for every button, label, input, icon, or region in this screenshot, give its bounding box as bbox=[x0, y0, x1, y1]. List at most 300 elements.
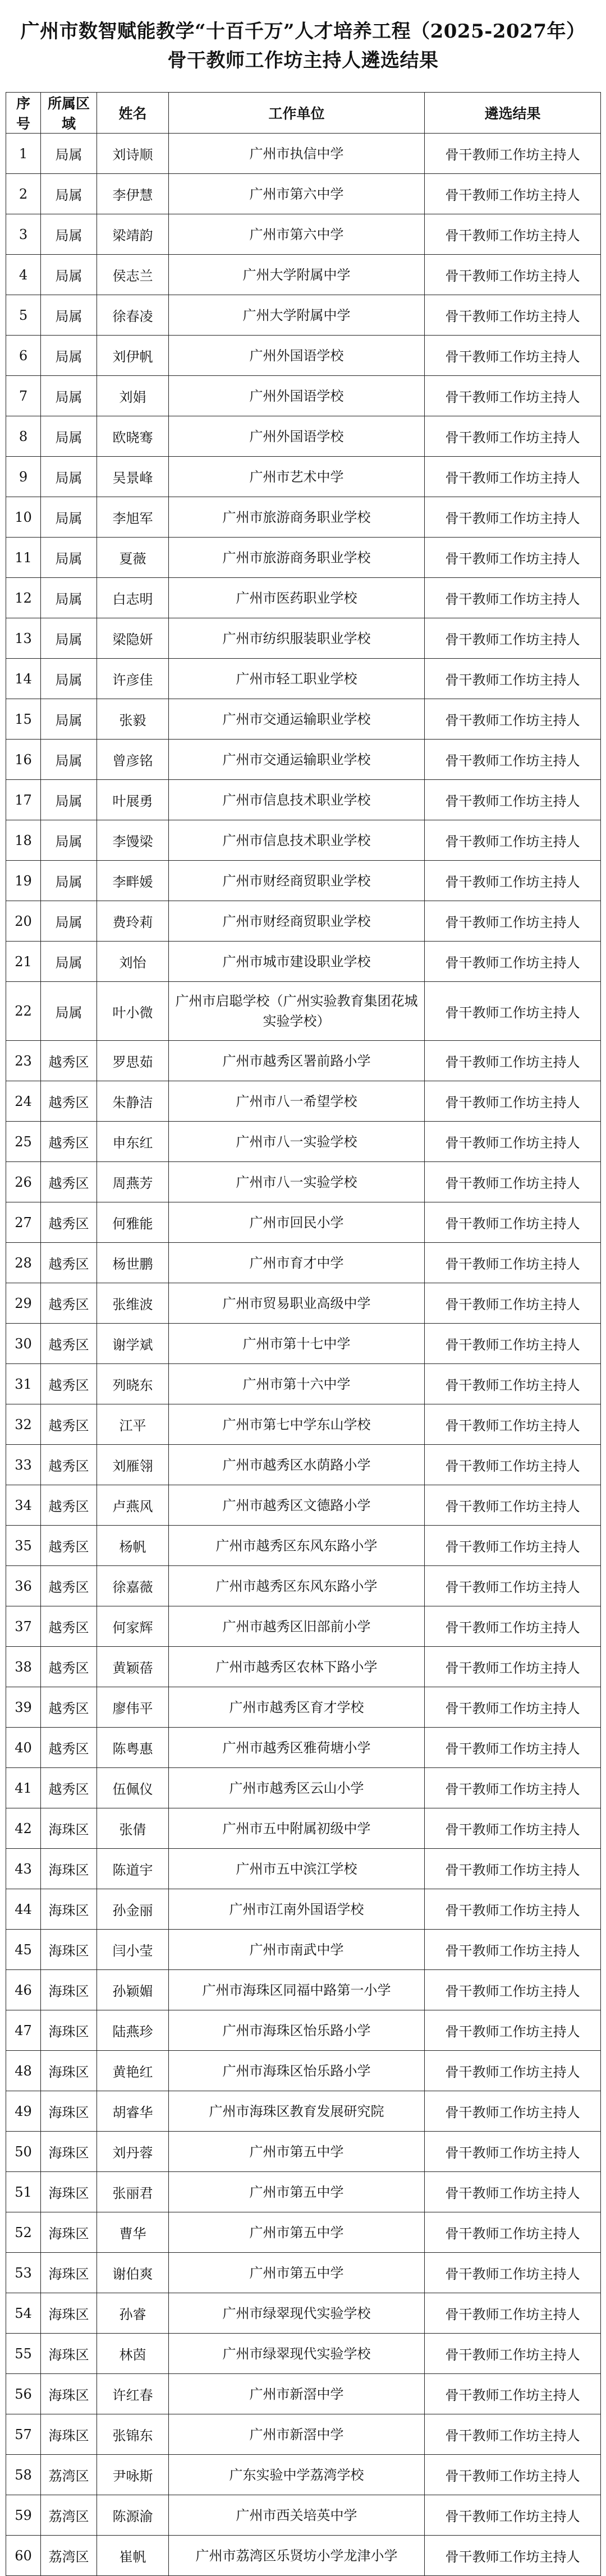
cell-name: 李旭军 bbox=[97, 497, 169, 538]
cell-unit: 广州市海珠区怡乐路小学 bbox=[169, 2010, 425, 2051]
cell-name: 梁隐妍 bbox=[97, 618, 169, 659]
cell-no: 45 bbox=[6, 1930, 41, 1970]
title-line-1: 广州市数智赋能教学“十百千万”人才培养工程（2025-2027年） bbox=[20, 20, 586, 43]
cell-unit: 广州市交通运输职业学校 bbox=[169, 699, 425, 740]
cell-no: 27 bbox=[6, 1202, 41, 1243]
cell-area: 荔湾区 bbox=[41, 2455, 97, 2495]
table-header-row bbox=[6, 93, 601, 134]
cell-area: 越秀区 bbox=[41, 1364, 97, 1404]
cell-name: 谢学斌 bbox=[97, 1324, 169, 1364]
cell-unit: 广州市第六中学 bbox=[169, 174, 425, 214]
cell-no: 16 bbox=[6, 740, 41, 780]
table-row bbox=[6, 336, 601, 376]
cell-result: 骨干教师工作坊主持人 bbox=[425, 618, 601, 659]
cell-result: 骨干教师工作坊主持人 bbox=[425, 2172, 601, 2212]
table-row bbox=[6, 1728, 601, 1768]
cell-unit: 广州市执信中学 bbox=[169, 134, 425, 174]
cell-area: 越秀区 bbox=[41, 1404, 97, 1445]
cell-name: 周燕芳 bbox=[97, 1162, 169, 1202]
table-row bbox=[6, 942, 601, 982]
header-unit: 工作单位 bbox=[169, 93, 425, 134]
table-row bbox=[6, 1849, 601, 1889]
table-row bbox=[6, 255, 601, 295]
cell-name: 黄颖蓓 bbox=[97, 1647, 169, 1687]
cell-name: 梁靖韵 bbox=[97, 214, 169, 255]
cell-no: 6 bbox=[6, 336, 41, 376]
cell-name: 刘娟 bbox=[97, 376, 169, 416]
cell-no: 39 bbox=[6, 1687, 41, 1728]
cell-result: 骨干教师工作坊主持人 bbox=[425, 1606, 601, 1647]
cell-no: 18 bbox=[6, 820, 41, 861]
cell-area: 局属 bbox=[41, 901, 97, 942]
table-row bbox=[6, 1243, 601, 1283]
cell-name: 何家辉 bbox=[97, 1606, 169, 1647]
cell-result: 骨干教师工作坊主持人 bbox=[425, 1202, 601, 1243]
cell-no: 23 bbox=[6, 1041, 41, 1081]
cell-result: 骨干教师工作坊主持人 bbox=[425, 2010, 601, 2051]
cell-no: 49 bbox=[6, 2091, 41, 2132]
table-row bbox=[6, 1808, 601, 1849]
cell-area: 海珠区 bbox=[41, 1849, 97, 1889]
cell-area: 局属 bbox=[41, 255, 97, 295]
cell-result: 骨干教师工作坊主持人 bbox=[425, 1889, 601, 1930]
table-row bbox=[6, 1485, 601, 1526]
table-row bbox=[6, 457, 601, 497]
table-row bbox=[6, 1930, 601, 1970]
cell-name: 徐嘉薇 bbox=[97, 1566, 169, 1606]
cell-area: 局属 bbox=[41, 376, 97, 416]
cell-result: 骨干教师工作坊主持人 bbox=[425, 982, 601, 1041]
table-row bbox=[6, 1970, 601, 2010]
cell-result: 骨干教师工作坊主持人 bbox=[425, 416, 601, 457]
cell-no: 20 bbox=[6, 901, 41, 942]
cell-name: 李伊慧 bbox=[97, 174, 169, 214]
cell-result: 骨干教师工作坊主持人 bbox=[425, 1768, 601, 1808]
cell-no: 40 bbox=[6, 1728, 41, 1768]
cell-name: 何雅能 bbox=[97, 1202, 169, 1243]
cell-unit: 广州市南武中学 bbox=[169, 1930, 425, 1970]
cell-no: 13 bbox=[6, 618, 41, 659]
cell-result: 骨干教师工作坊主持人 bbox=[425, 699, 601, 740]
cell-unit: 广州市五中滨江学校 bbox=[169, 1849, 425, 1889]
cell-result: 骨干教师工作坊主持人 bbox=[425, 1566, 601, 1606]
cell-no: 9 bbox=[6, 457, 41, 497]
cell-unit: 广州市艺术中学 bbox=[169, 457, 425, 497]
cell-name: 张毅 bbox=[97, 699, 169, 740]
table-row bbox=[6, 2536, 601, 2576]
cell-unit: 广州市八一希望学校 bbox=[169, 1081, 425, 1122]
cell-no: 43 bbox=[6, 1849, 41, 1889]
cell-no: 31 bbox=[6, 1364, 41, 1404]
cell-area: 越秀区 bbox=[41, 1162, 97, 1202]
cell-unit: 广州市越秀区文德路小学 bbox=[169, 1485, 425, 1526]
cell-no: 30 bbox=[6, 1324, 41, 1364]
cell-no: 14 bbox=[6, 659, 41, 699]
cell-name: 侯志兰 bbox=[97, 255, 169, 295]
title-line-2: 骨干教师工作坊主持人遴选结果 bbox=[167, 49, 439, 72]
cell-unit: 广州市绿翠现代实验学校 bbox=[169, 2334, 425, 2374]
cell-result: 骨干教师工作坊主持人 bbox=[425, 1081, 601, 1122]
table-row bbox=[6, 740, 601, 780]
cell-no: 47 bbox=[6, 2010, 41, 2051]
cell-no: 12 bbox=[6, 578, 41, 618]
cell-area: 局属 bbox=[41, 336, 97, 376]
table-row bbox=[6, 1566, 601, 1606]
cell-result: 骨干教师工作坊主持人 bbox=[425, 2334, 601, 2374]
cell-name: 费玲莉 bbox=[97, 901, 169, 942]
table-row bbox=[6, 2495, 601, 2536]
cell-unit: 广州市越秀区育才学校 bbox=[169, 1687, 425, 1728]
table-row bbox=[6, 1081, 601, 1122]
cell-unit: 广州市信息技术职业学校 bbox=[169, 780, 425, 820]
selection-results-table bbox=[6, 92, 601, 2576]
cell-no: 60 bbox=[6, 2536, 41, 2576]
cell-unit: 广州市西关培英中学 bbox=[169, 2495, 425, 2536]
cell-area: 越秀区 bbox=[41, 1081, 97, 1122]
cell-result: 骨干教师工作坊主持人 bbox=[425, 1485, 601, 1526]
cell-no: 36 bbox=[6, 1566, 41, 1606]
table-row bbox=[6, 416, 601, 457]
cell-result: 骨干教师工作坊主持人 bbox=[425, 1162, 601, 1202]
table-row bbox=[6, 2253, 601, 2293]
cell-unit: 广州市医药职业学校 bbox=[169, 578, 425, 618]
cell-result: 骨干教师工作坊主持人 bbox=[425, 1445, 601, 1485]
cell-result: 骨干教师工作坊主持人 bbox=[425, 1324, 601, 1364]
cell-unit: 广州大学附属中学 bbox=[169, 295, 425, 336]
cell-result: 骨干教师工作坊主持人 bbox=[425, 1526, 601, 1566]
table-row bbox=[6, 2132, 601, 2172]
cell-area: 越秀区 bbox=[41, 1566, 97, 1606]
cell-name: 刘雁翎 bbox=[97, 1445, 169, 1485]
cell-name: 曹华 bbox=[97, 2212, 169, 2253]
cell-name: 伍佩仪 bbox=[97, 1768, 169, 1808]
cell-area: 越秀区 bbox=[41, 1728, 97, 1768]
cell-no: 48 bbox=[6, 2051, 41, 2091]
cell-area: 海珠区 bbox=[41, 2010, 97, 2051]
table-row bbox=[6, 578, 601, 618]
cell-name: 欧晓骞 bbox=[97, 416, 169, 457]
table-row bbox=[6, 699, 601, 740]
table-row bbox=[6, 780, 601, 820]
cell-unit: 广州市荔湾区乐贤坊小学龙津小学 bbox=[169, 2536, 425, 2576]
cell-unit: 广州市轻工职业学校 bbox=[169, 659, 425, 699]
cell-unit: 广州外国语学校 bbox=[169, 416, 425, 457]
cell-unit: 广州市越秀区旧部前小学 bbox=[169, 1606, 425, 1647]
table-row bbox=[6, 1162, 601, 1202]
cell-result: 骨干教师工作坊主持人 bbox=[425, 659, 601, 699]
cell-result: 骨干教师工作坊主持人 bbox=[425, 740, 601, 780]
cell-area: 越秀区 bbox=[41, 1768, 97, 1808]
cell-unit: 广州市海珠区同福中路第一小学 bbox=[169, 1970, 425, 2010]
cell-no: 8 bbox=[6, 416, 41, 457]
cell-result: 骨干教师工作坊主持人 bbox=[425, 457, 601, 497]
cell-unit: 广州市第五中学 bbox=[169, 2172, 425, 2212]
cell-result: 骨干教师工作坊主持人 bbox=[425, 134, 601, 174]
cell-result: 骨干教师工作坊主持人 bbox=[425, 2051, 601, 2091]
cell-name: 江平 bbox=[97, 1404, 169, 1445]
cell-area: 局属 bbox=[41, 416, 97, 457]
table-row bbox=[6, 2334, 601, 2374]
cell-no: 21 bbox=[6, 942, 41, 982]
cell-result: 骨干教师工作坊主持人 bbox=[425, 1970, 601, 2010]
table-row bbox=[6, 1122, 601, 1162]
cell-result: 骨干教师工作坊主持人 bbox=[425, 1647, 601, 1687]
cell-area: 荔湾区 bbox=[41, 2495, 97, 2536]
cell-name: 夏薇 bbox=[97, 538, 169, 578]
cell-result: 骨干教师工作坊主持人 bbox=[425, 901, 601, 942]
cell-name: 刘诗顺 bbox=[97, 134, 169, 174]
cell-unit: 广州大学附属中学 bbox=[169, 255, 425, 295]
cell-result: 骨干教师工作坊主持人 bbox=[425, 1404, 601, 1445]
cell-area: 局属 bbox=[41, 982, 97, 1041]
cell-area: 越秀区 bbox=[41, 1687, 97, 1728]
table-row bbox=[6, 214, 601, 255]
cell-no: 15 bbox=[6, 699, 41, 740]
cell-area: 局属 bbox=[41, 820, 97, 861]
cell-name: 刘伊帆 bbox=[97, 336, 169, 376]
cell-name: 闫小莹 bbox=[97, 1930, 169, 1970]
cell-unit: 广州市第七中学东山学校 bbox=[169, 1404, 425, 1445]
cell-area: 局属 bbox=[41, 214, 97, 255]
cell-area: 海珠区 bbox=[41, 2132, 97, 2172]
cell-no: 53 bbox=[6, 2253, 41, 2293]
cell-area: 海珠区 bbox=[41, 2172, 97, 2212]
cell-area: 局属 bbox=[41, 538, 97, 578]
cell-result: 骨干教师工作坊主持人 bbox=[425, 1243, 601, 1283]
cell-no: 38 bbox=[6, 1647, 41, 1687]
cell-name: 张锦东 bbox=[97, 2414, 169, 2455]
table-row bbox=[6, 295, 601, 336]
table-row bbox=[6, 659, 601, 699]
cell-area: 越秀区 bbox=[41, 1324, 97, 1364]
cell-unit: 广州市海珠区教育发展研究院 bbox=[169, 2091, 425, 2132]
cell-result: 骨干教师工作坊主持人 bbox=[425, 2253, 601, 2293]
cell-name: 刘丹蓉 bbox=[97, 2132, 169, 2172]
cell-area: 海珠区 bbox=[41, 2414, 97, 2455]
cell-no: 42 bbox=[6, 1808, 41, 1849]
cell-result: 骨干教师工作坊主持人 bbox=[425, 2293, 601, 2334]
table-row bbox=[6, 2212, 601, 2253]
cell-area: 越秀区 bbox=[41, 1445, 97, 1485]
cell-result: 骨干教师工作坊主持人 bbox=[425, 1283, 601, 1324]
table-row bbox=[6, 861, 601, 901]
cell-no: 10 bbox=[6, 497, 41, 538]
cell-result: 骨干教师工作坊主持人 bbox=[425, 538, 601, 578]
cell-unit: 广东实验中学荔湾学校 bbox=[169, 2455, 425, 2495]
cell-area: 海珠区 bbox=[41, 2253, 97, 2293]
cell-unit: 广州市育才中学 bbox=[169, 1243, 425, 1283]
cell-area: 越秀区 bbox=[41, 1526, 97, 1566]
cell-result: 骨干教师工作坊主持人 bbox=[425, 295, 601, 336]
cell-result: 骨干教师工作坊主持人 bbox=[425, 2414, 601, 2455]
cell-result: 骨干教师工作坊主持人 bbox=[425, 336, 601, 376]
cell-result: 骨干教师工作坊主持人 bbox=[425, 1849, 601, 1889]
cell-unit: 广州市贸易职业高级中学 bbox=[169, 1283, 425, 1324]
cell-no: 57 bbox=[6, 2414, 41, 2455]
cell-unit: 广州市江南外国语学校 bbox=[169, 1889, 425, 1930]
cell-unit: 广州市城市建设职业学校 bbox=[169, 942, 425, 982]
cell-area: 局属 bbox=[41, 578, 97, 618]
cell-unit: 广州市旅游商务职业学校 bbox=[169, 497, 425, 538]
table-row bbox=[6, 2172, 601, 2212]
cell-result: 骨干教师工作坊主持人 bbox=[425, 861, 601, 901]
cell-no: 35 bbox=[6, 1526, 41, 1566]
cell-result: 骨干教师工作坊主持人 bbox=[425, 1728, 601, 1768]
cell-area: 局属 bbox=[41, 457, 97, 497]
cell-no: 25 bbox=[6, 1122, 41, 1162]
cell-unit: 广州市越秀区东风东路小学 bbox=[169, 1566, 425, 1606]
cell-area: 海珠区 bbox=[41, 2334, 97, 2374]
cell-area: 海珠区 bbox=[41, 2091, 97, 2132]
cell-name: 刘怡 bbox=[97, 942, 169, 982]
cell-name: 张丽君 bbox=[97, 2172, 169, 2212]
cell-area: 局属 bbox=[41, 699, 97, 740]
cell-area: 越秀区 bbox=[41, 1606, 97, 1647]
cell-unit: 广州外国语学校 bbox=[169, 376, 425, 416]
cell-name: 朱静洁 bbox=[97, 1081, 169, 1122]
cell-name: 廖伟平 bbox=[97, 1687, 169, 1728]
table-row bbox=[6, 1404, 601, 1445]
cell-name: 崔帆 bbox=[97, 2536, 169, 2576]
cell-no: 51 bbox=[6, 2172, 41, 2212]
cell-no: 5 bbox=[6, 295, 41, 336]
cell-no: 54 bbox=[6, 2293, 41, 2334]
cell-no: 28 bbox=[6, 1243, 41, 1283]
cell-name: 许彦佳 bbox=[97, 659, 169, 699]
cell-no: 3 bbox=[6, 214, 41, 255]
table-row bbox=[6, 134, 601, 174]
cell-name: 陈道宇 bbox=[97, 1849, 169, 1889]
header-result: 遴选结果 bbox=[425, 93, 601, 134]
table-row bbox=[6, 1606, 601, 1647]
cell-name: 杨帆 bbox=[97, 1526, 169, 1566]
cell-name: 徐春凌 bbox=[97, 295, 169, 336]
table-row bbox=[6, 1364, 601, 1404]
cell-name: 白志明 bbox=[97, 578, 169, 618]
cell-name: 申东红 bbox=[97, 1122, 169, 1162]
cell-area: 越秀区 bbox=[41, 1122, 97, 1162]
document-title bbox=[0, 0, 606, 92]
cell-no: 52 bbox=[6, 2212, 41, 2253]
table-row bbox=[6, 901, 601, 942]
cell-unit: 广州市越秀区雅荷塘小学 bbox=[169, 1728, 425, 1768]
cell-area: 海珠区 bbox=[41, 2051, 97, 2091]
cell-unit: 广州市五中附属初级中学 bbox=[169, 1808, 425, 1849]
cell-result: 骨干教师工作坊主持人 bbox=[425, 376, 601, 416]
cell-result: 骨干教师工作坊主持人 bbox=[425, 1122, 601, 1162]
cell-name: 陆燕珍 bbox=[97, 2010, 169, 2051]
cell-name: 李馒梁 bbox=[97, 820, 169, 861]
table-row bbox=[6, 1647, 601, 1687]
cell-unit: 广州市第五中学 bbox=[169, 2212, 425, 2253]
table-row bbox=[6, 1283, 601, 1324]
cell-area: 局属 bbox=[41, 134, 97, 174]
header-name: 姓名 bbox=[97, 93, 169, 134]
cell-area: 海珠区 bbox=[41, 2374, 97, 2414]
cell-unit: 广州市回民小学 bbox=[169, 1202, 425, 1243]
cell-no: 2 bbox=[6, 174, 41, 214]
cell-unit: 广州市越秀区水荫路小学 bbox=[169, 1445, 425, 1485]
cell-unit: 广州市财经商贸职业学校 bbox=[169, 901, 425, 942]
cell-name: 张维波 bbox=[97, 1283, 169, 1324]
cell-unit: 广州市八一实验学校 bbox=[169, 1162, 425, 1202]
cell-no: 37 bbox=[6, 1606, 41, 1647]
table-row bbox=[6, 1768, 601, 1808]
table-row bbox=[6, 2374, 601, 2414]
cell-name: 罗思茹 bbox=[97, 1041, 169, 1081]
cell-name: 陈源渝 bbox=[97, 2495, 169, 2536]
cell-result: 骨干教师工作坊主持人 bbox=[425, 497, 601, 538]
cell-unit: 广州市第十七中学 bbox=[169, 1324, 425, 1364]
cell-result: 骨干教师工作坊主持人 bbox=[425, 1930, 601, 1970]
cell-unit: 广州市越秀区署前路小学 bbox=[169, 1041, 425, 1081]
cell-result: 骨干教师工作坊主持人 bbox=[425, 2495, 601, 2536]
header-area: 所属区域 bbox=[41, 93, 97, 134]
cell-name: 陈粤惠 bbox=[97, 1728, 169, 1768]
cell-result: 骨干教师工作坊主持人 bbox=[425, 214, 601, 255]
cell-area: 越秀区 bbox=[41, 1243, 97, 1283]
cell-result: 骨干教师工作坊主持人 bbox=[425, 174, 601, 214]
cell-unit: 广州外国语学校 bbox=[169, 336, 425, 376]
cell-name: 孙睿 bbox=[97, 2293, 169, 2334]
cell-result: 骨干教师工作坊主持人 bbox=[425, 2212, 601, 2253]
cell-unit: 广州市纺织服装职业学校 bbox=[169, 618, 425, 659]
cell-name: 列晓东 bbox=[97, 1364, 169, 1404]
cell-result: 骨干教师工作坊主持人 bbox=[425, 578, 601, 618]
cell-unit: 广州市第五中学 bbox=[169, 2253, 425, 2293]
cell-area: 局属 bbox=[41, 942, 97, 982]
cell-name: 孙颖媚 bbox=[97, 1970, 169, 2010]
cell-unit: 广州市越秀区东风东路小学 bbox=[169, 1526, 425, 1566]
cell-area: 局属 bbox=[41, 861, 97, 901]
cell-area: 局属 bbox=[41, 174, 97, 214]
cell-area: 局属 bbox=[41, 497, 97, 538]
cell-unit: 广州市海珠区怡乐路小学 bbox=[169, 2051, 425, 2091]
cell-unit: 广州市八一实验学校 bbox=[169, 1122, 425, 1162]
table-row bbox=[6, 174, 601, 214]
cell-no: 56 bbox=[6, 2374, 41, 2414]
cell-name: 李畔媛 bbox=[97, 861, 169, 901]
cell-unit: 广州市交通运输职业学校 bbox=[169, 740, 425, 780]
table-row bbox=[6, 538, 601, 578]
cell-unit: 广州市新滘中学 bbox=[169, 2414, 425, 2455]
cell-name: 吴景峰 bbox=[97, 457, 169, 497]
cell-name: 曾彦铭 bbox=[97, 740, 169, 780]
cell-result: 骨干教师工作坊主持人 bbox=[425, 2536, 601, 2576]
cell-no: 19 bbox=[6, 861, 41, 901]
cell-name: 杨世鹏 bbox=[97, 1243, 169, 1283]
cell-unit: 广州市绿翠现代实验学校 bbox=[169, 2293, 425, 2334]
table-row bbox=[6, 2010, 601, 2051]
cell-name: 卢燕风 bbox=[97, 1485, 169, 1526]
cell-name: 谢伯爽 bbox=[97, 2253, 169, 2293]
cell-no: 26 bbox=[6, 1162, 41, 1202]
table-row bbox=[6, 497, 601, 538]
cell-result: 骨干教师工作坊主持人 bbox=[425, 255, 601, 295]
table-row bbox=[6, 2091, 601, 2132]
cell-no: 33 bbox=[6, 1445, 41, 1485]
table-row bbox=[6, 1687, 601, 1728]
table-body bbox=[6, 134, 601, 2576]
cell-unit: 广州市旅游商务职业学校 bbox=[169, 538, 425, 578]
cell-area: 海珠区 bbox=[41, 2293, 97, 2334]
cell-no: 59 bbox=[6, 2495, 41, 2536]
cell-area: 海珠区 bbox=[41, 1808, 97, 1849]
cell-no: 29 bbox=[6, 1283, 41, 1324]
cell-result: 骨干教师工作坊主持人 bbox=[425, 2091, 601, 2132]
cell-unit: 广州市第六中学 bbox=[169, 214, 425, 255]
cell-area: 海珠区 bbox=[41, 1889, 97, 1930]
